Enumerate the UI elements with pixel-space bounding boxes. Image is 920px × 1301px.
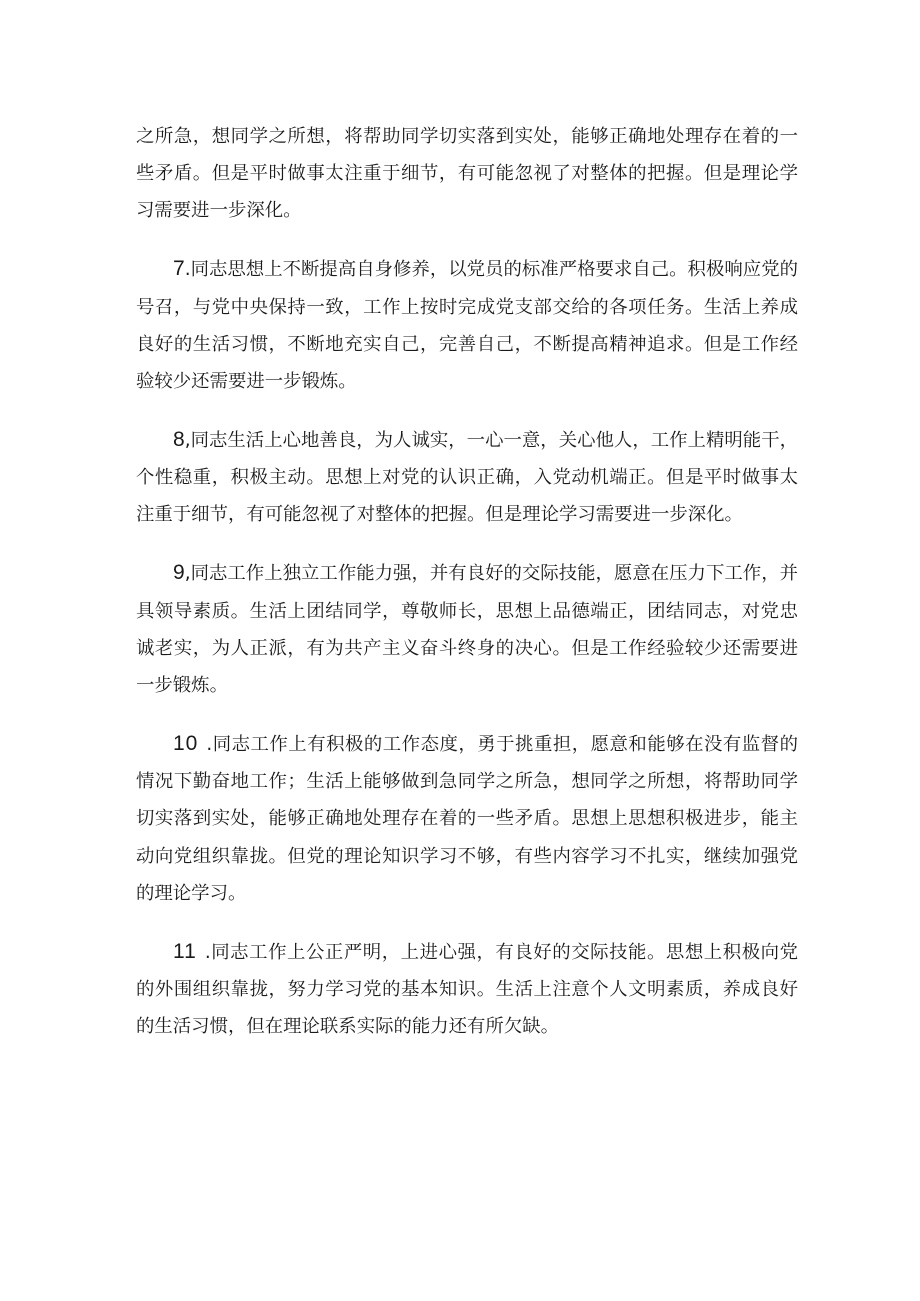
- paragraph-item-7: [136, 250, 798, 400]
- item-separator: ,: [184, 563, 191, 585]
- paragraph-text: 同志工作上有积极的工作态度，勇于挑重担，愿意和能够在没有监督的情况下勤奋地工作；生活上能够做到急同学之所急，想同学之所想，将帮助同学切实落到实处，能够正确地处理存在着的一些矛盾。思想上思想积极进步，能主动向党组织靠拢。但党的理论知识学习不够，有些内容学习不扎实，继续加强党的理论学习。: [136, 734, 798, 904]
- paragraph-text: 同志思想上不断提高自身修养，以党员的标准严格要求自己。积极响应党的号召，与党中央保持一致，工作上按时完成党支部交给的各项任务。生活上养成良好的生活习惯，不断地充实自己，完善自己，不断提高精神追求。但是工作经验较少还需要进一步锻炼。: [136, 259, 798, 393]
- paragraph-text: 之所急，想同学之所想，将帮助同学切实落到实处，能够正确地处理存在着的一些矛盾。但是平时做事太注重于细节，有可能忽视了对整体的把握。但是理论学习需要进一步深化。: [136, 126, 798, 222]
- item-separator: .: [204, 941, 211, 963]
- item-separator: ,: [184, 430, 191, 452]
- paragraph-item-9: [136, 554, 798, 704]
- paragraph-text: 同志工作上独立工作能力强，并有良好的交际技能，愿意在压力下工作，并具领导素质。生活上团结同学，尊敬师长，思想上品德端正，团结同志，对党忠诚老实，为人正派，有为共产主义奋斗终身的决心。但是工作经验较少还需要进一步锻炼。: [136, 563, 798, 697]
- item-separator: .: [184, 259, 191, 281]
- item-separator: .: [206, 734, 213, 756]
- item-number: 11: [173, 939, 197, 963]
- paragraph-continued: [136, 118, 798, 230]
- paragraph-item-8: [136, 421, 798, 534]
- paragraph-item-10: [136, 725, 798, 912]
- paragraph-text: 同志工作上公正严明，上进心强，有良好的交际技能。思想上积极向党的外围组织靠拢，努力学习党的基本知识。生活上注意个人文明素质，养成良好的生活习惯，但在理论联系实际的能力还有所欠缺。: [136, 941, 798, 1038]
- paragraph-text: 同志生活上心地善良，为人诚实，一心一意，关心他人，工作上精明能干，个性稳重，积极主动。思想上对党的认识正确，入党动机端正。但是平时做事太注重于细节，有可能忽视了对整体的把握。但是理论学习需要进一步深化。: [136, 430, 798, 526]
- item-number: 7: [173, 257, 185, 281]
- item-number: 8: [173, 428, 185, 452]
- item-number: 9: [173, 561, 185, 585]
- item-number: 10: [173, 732, 199, 756]
- paragraph-item-11: [136, 933, 798, 1046]
